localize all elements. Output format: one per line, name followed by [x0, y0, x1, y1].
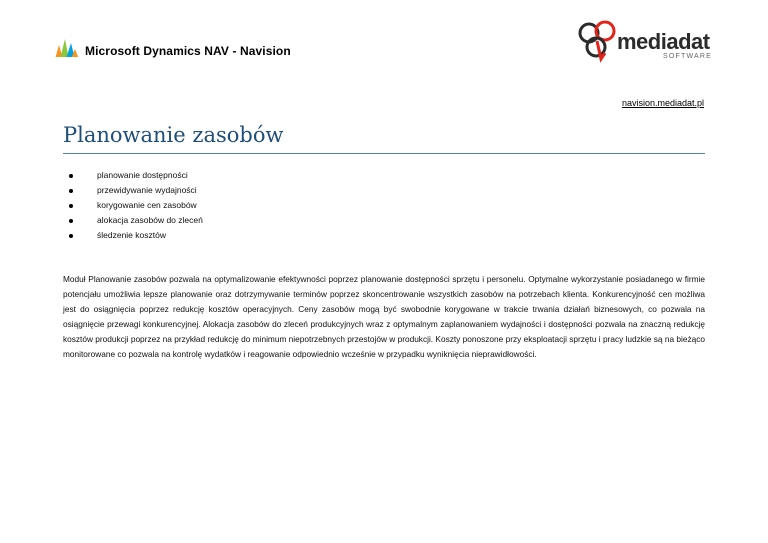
body-paragraph: Moduł Planowanie zasobów pozwala na optymalizowanie efektywności poprzez planowanie dostępności sprzętu i personelu. Optymalne wykorzystanie posiadanego w firmie potencjału umożliwia lepsze planowanie oraz dotrzymywanie terminów poprzez skoncentrowanie wszystkich zasobów na potrzebach klienta. Konkurencyjność cen możliwa jest do osiągnięcia poprzez redukcję kosztów operacyjnych. Ceny zasobów mogą być swobodnie korygowane w trakcie trwania działań biznesowych, co pozwala na osiągnięcie przewagi konkurencyjnej. Alokacja zasobów do zleceń produkcyjnych wraz z optymalnym zaplanowaniem wydajności i dostępności pozwala na znaczną redukcję kosztów produkcji poprzez na przykład redukcję do minimum niepotrzebnych przestojów w produkcji. Koszty ponoszone przy eksploatacji sprzętu i pracy ludzkie są na bieżąco monitorowane co pozwala na kontrolę wydatków i reagowanie odpowiednio wcześnie w przypadku wyniknięcia nieprawidłowości. [63, 274, 705, 359]
dynamics-bars-icon [53, 35, 79, 59]
feature-list [63, 168, 203, 243]
list-item [63, 168, 203, 183]
list-item-text: alokacja zasobów do zleceń [97, 215, 203, 225]
bullet-icon [69, 189, 73, 193]
list-item [63, 198, 203, 213]
bullet-icon [69, 174, 73, 178]
bullet-icon [69, 219, 73, 223]
mediadat-subtitle: SOFTWARE [663, 53, 713, 60]
bullet-icon [69, 204, 73, 208]
list-item-text: korygowanie cen zasobów [97, 200, 197, 210]
bullet-icon [69, 234, 73, 238]
page-title: Planowanie zasobów [63, 123, 284, 147]
list-item [63, 183, 203, 198]
site-url-link[interactable]: navision.mediadat.pl [621, 98, 704, 108]
list-item-text: planowanie dostępności [97, 170, 188, 180]
list-item-text: śledzenie kosztów [97, 230, 166, 240]
mediadat-name: mediadat [617, 29, 710, 54]
ms-logo-text: Microsoft Dynamics NAV - Navision [85, 44, 291, 58]
list-item [63, 213, 203, 228]
title-divider [63, 153, 705, 154]
list-item [63, 228, 203, 243]
list-item-text: przewidywanie wydajności [97, 185, 197, 195]
mediadat-logo [577, 19, 717, 67]
microsoft-dynamics-logo [53, 35, 291, 59]
